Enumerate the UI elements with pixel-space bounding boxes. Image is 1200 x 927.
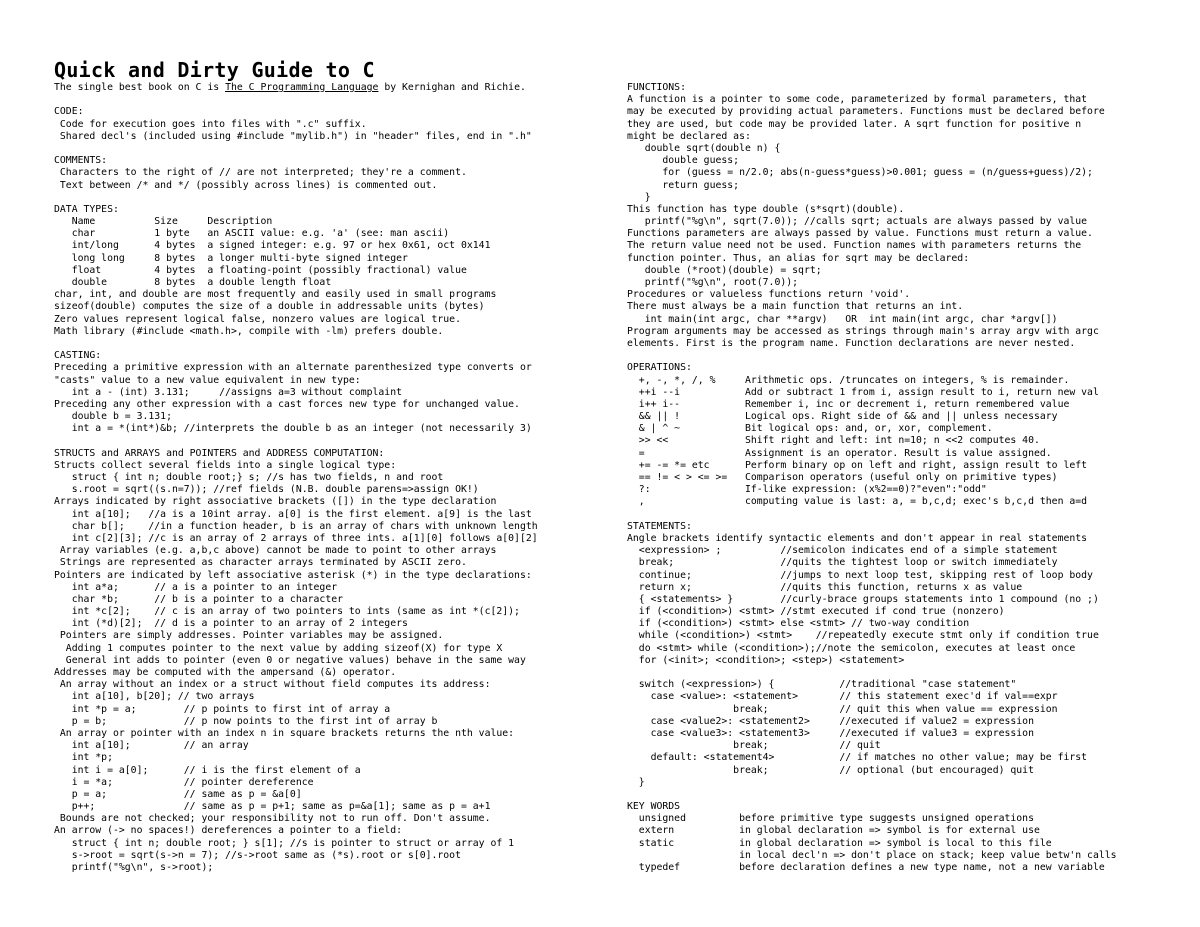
text-line: s.root = sqrt((s.n=7)); //ref fields (N.B. double parens=>assign OK!) — [54, 484, 479, 496]
section-gap — [54, 192, 614, 204]
section-heading: FUNCTIONS: — [627, 82, 686, 93]
section-gap — [627, 789, 1195, 801]
intro-line — [54, 82, 614, 94]
section-structs-arrays-pointers — [54, 448, 614, 875]
text-line: s->root = sqrt(s->n = 7); //s->root same as (*s).root or s[0].root — [54, 849, 461, 861]
text-line: int a[10], b[20]; // two arrays — [54, 691, 255, 703]
text-line: p++; // same as p = p+1; same as p=&a[1]; same as p = a+1 — [54, 801, 491, 813]
text-line: A function is a pointer to some code, parameterized by formal parameters, that — [627, 94, 1088, 106]
text-line: int/long 4 bytes a signed integer: e.g. 97 or hex 0x61, oct 0x141 — [54, 240, 491, 252]
text-line: == != < > <= >= Comparison operators (useful only on primitive types) — [627, 472, 1058, 483]
right-column — [627, 82, 1195, 874]
section-gap — [627, 509, 1195, 521]
text-line: if (<condition>) <stmt> //stmt executed if cond true (nonzero) — [627, 606, 1005, 618]
text-line: Shared decl's (included using #include "mylib.h") in "header" files, end in ".h" — [54, 130, 532, 142]
text-line: struct { int n; double root; } s[1]; //s is pointer to struct or array of 1 — [54, 837, 515, 849]
text-line: break; // quit — [627, 740, 881, 752]
section-heading: CASTING: — [54, 350, 102, 362]
text-line: if (<condition>) <stmt> else <stmt> // two-way condition — [627, 618, 970, 630]
text-line: double sqrt(double n) { — [627, 142, 781, 154]
text-line: Code for execution goes into files with ".c" suffix. — [54, 118, 367, 130]
text-line: printf("%g\n", sqrt(7.0)); //calls sqrt; actuals are always passed by value — [627, 216, 1088, 228]
section-gap — [627, 350, 1195, 362]
text-line: +, -, *, /, % Arithmetic ops. /truncates on integers, % is remainder. — [627, 374, 1070, 386]
text-line: int a*a; // a is a pointer to an integer — [54, 581, 338, 593]
text-line: Structs collect several fields into a single logical type: — [54, 459, 397, 471]
text-line: char 1 byte an ASCII value: e.g. 'a' (see: man ascii) — [54, 228, 450, 240]
text-line: There must always be a main function that returns an int. — [627, 301, 964, 313]
text-line: This function has type double (s*sqrt)(double). — [627, 203, 905, 215]
text-line: extern in global declaration => symbol is for external use — [627, 825, 1040, 837]
text-line: General int adds to pointer (even 0 or negative values) behave in the same way — [54, 654, 526, 666]
text-line: do <stmt> while (<condition>);//note the semicolon, executes at least once — [627, 642, 1076, 654]
text-line: i = *a; // pointer dereference — [54, 776, 314, 788]
section-functions — [627, 82, 1195, 350]
text-line: might be declared as: — [627, 130, 751, 142]
text-line: continue; //jumps to next loop test, skipping rest of loop body — [627, 569, 1093, 581]
text-line: break; // quit this when value == expression — [627, 703, 1058, 715]
text-line: char b[]; //in a function header, b is an array of chars with unknown length — [54, 520, 538, 532]
text-line: char, int, and double are most frequently and easily used in small programs — [54, 289, 497, 301]
text-line: case <value>: <statement> // this statement exec'd if val==expr — [627, 691, 1058, 703]
text-line: static in global declaration => symbol is local to this file — [627, 837, 1052, 849]
text-line: { <statements> } //curly-brace groups statements into 1 compound (no ;) — [627, 593, 1099, 605]
text-line: Preceding any other expression with a cast forces new type for unchanged value. — [54, 398, 520, 410]
text-line: float 4 bytes a floating-point (possibly fractional) value — [54, 264, 467, 276]
text-line: Pointers are indicated by left associative asterisk (*) in the type declarations: — [54, 569, 532, 581]
section-operations — [627, 362, 1195, 508]
text-line: Name Size Description — [54, 216, 273, 228]
text-line: int *p = a; // p points to first int of array a — [54, 703, 391, 715]
text-line: <expression> ; //semicolon indicates end of a simple statement — [627, 545, 1058, 557]
text-line: Characters to the right of // are not interpreted; they're a comment. — [54, 167, 467, 179]
text-line: The return value need not be used. Function names with parameters returns the — [627, 240, 1082, 252]
text-line: elements. First is the program name. Function declarations are never nested. — [627, 337, 1076, 349]
text-line: default: <statement4> // if matches no other value; may be first — [627, 752, 1088, 764]
section-gap — [54, 338, 614, 350]
text-line: while (<condition>) <stmt> //repeatedly execute stmt only if condition true — [627, 630, 1099, 642]
section-heading: KEY WORDS — [627, 801, 681, 813]
section-gap — [54, 143, 614, 155]
text-line: double guess; — [627, 155, 740, 167]
text-line: } — [627, 776, 645, 788]
text-line: p = a; // same as p = &a[0] — [54, 788, 302, 800]
section-heading: DATA TYPES: — [54, 203, 119, 215]
section-statements — [627, 521, 1195, 789]
text-line: Functions parameters are always passed by value. Functions must return a value. — [627, 228, 1093, 240]
text-line: typedef before declaration defines a new type name, not a new variable — [627, 862, 1105, 873]
text-line: , computing value is last: a, = b,c,d; exec's b,c,d then a=d — [627, 496, 1088, 508]
text-line: = Assignment is an operator. Result is value assigned. — [627, 447, 1052, 459]
page-title: Quick and Dirty Guide to C — [54, 58, 375, 82]
text-line: Zero values represent logical false, nonzero values are logical true. — [54, 313, 461, 325]
text-line: Pointers are simply addresses. Pointer variables may be assigned. — [54, 630, 444, 642]
text-line: >> << Shift right and left: int n=10; n <<2 computes 40. — [627, 435, 1040, 447]
section-key-words — [627, 801, 1195, 874]
text-line: sizeof(double) computes the size of a double in addressable units (bytes) — [54, 301, 485, 313]
text-line: p = b; // p now points to the first int of array b — [54, 715, 438, 727]
text-line: for (guess = n/2.0; abs(n-guess*guess)>0.001; guess = (n/guess+guess)/2); — [627, 167, 1093, 179]
text-line: Arrays indicated by right associative brackets ([]) in the type declaration — [54, 496, 497, 508]
text-line: may be executed by providing actual parameters. Functions must be declared before — [627, 106, 1105, 118]
text-line: Strings are represented as character arrays terminated by ASCII zero. — [54, 557, 467, 569]
text-line: break; // optional (but encouraged) quit — [627, 764, 1034, 776]
text-line: int a - (int) 3.131; //assigns a=3 without complaint — [54, 386, 402, 398]
text-line: ?: If-like expression: (x%2==0)?"even":"odd" — [627, 484, 987, 496]
text-line: return x; //quits this function, returns x as value — [627, 581, 1023, 593]
section-heading: COMMENTS: — [54, 155, 108, 167]
text-line: char *b; // b is a pointer to a character — [54, 593, 344, 605]
text-line: Array variables (e.g. a,b,c above) cannot be made to point to other arrays — [54, 545, 497, 557]
text-line: int a[10]; //a is a 10int array. a[0] is the first element. a[9] is the last — [54, 508, 532, 520]
text-line: int a = *(int*)&b; //interprets the double b as an integer (not necessarily 3) — [54, 423, 532, 435]
text-line: & | ^ ~ Bit logical ops: and, or, xor, complement. — [627, 423, 993, 435]
text-line: Text between /* and */ (possibly across lines) is commented out. — [54, 179, 438, 191]
text-line: case <value2>: <statement2> //executed if value2 = expression — [627, 715, 1034, 727]
intro-before: The single best book on C is — [54, 82, 226, 93]
text-line: double 8 bytes a double length float — [54, 277, 332, 288]
text-line: unsigned before primitive type suggests unsigned operations — [627, 813, 1034, 825]
text-line: return guess; — [627, 179, 740, 191]
text-line: && || ! Logical ops. Right side of && and || unless necessary — [627, 411, 1058, 423]
section-comments — [54, 155, 614, 192]
text-line: An arrow (-> no spaces!) dereferences a pointer to a field: — [54, 825, 402, 837]
text-line: printf("%g\n", s->root); — [54, 862, 214, 873]
text-line: Preceding a primitive expression with an alternate parenthesized type converts or — [54, 362, 532, 374]
text-line: Program arguments may be accessed as strings through main's array argv with argc — [627, 325, 1099, 337]
text-line: int main(int argc, char **argv) OR int main(int argc, char *argv[]) — [627, 313, 1058, 325]
text-line: Angle brackets identify syntactic elements and don't appear in real statements — [627, 532, 1088, 544]
text-line: int i = a[0]; // i is the first element of a — [54, 764, 361, 776]
text-line: int *p; — [54, 752, 113, 764]
left-column — [54, 82, 614, 874]
text-line: Bounds are not checked; your responsibility not to run off. Don't assume. — [54, 813, 491, 825]
text-line: for (<init>; <condition>; <step>) <statement> — [627, 654, 905, 666]
text-line: struct { int n; double root;} s; //s has two fields, n and root — [54, 472, 444, 483]
text-line: function pointer. Thus, an alias for sqrt may be declared: — [627, 252, 970, 264]
section-heading: OPERATIONS: — [627, 362, 692, 374]
text-line: long long 8 bytes a longer multi-byte signed integer — [54, 252, 408, 264]
text-line: ++i --i Add or subtract 1 from i, assign result to i, return new val — [627, 386, 1099, 398]
text-line: i++ i-- Remember i, inc or decrement i, return remembered value — [627, 398, 1070, 410]
intro-after: by Kernighan and Richie. — [378, 82, 526, 93]
text-line: break; //quits the tightest loop or switch immediately — [627, 557, 1058, 569]
text-line: in local decl'n => don't place on stack; keep value betw'n calls — [627, 849, 1117, 861]
section-heading: STRUCTS and ARRAYS and POINTERS and ADDRESS COMPUTATION: — [54, 447, 385, 459]
text-line: they are used, but code may be provided later. A sqrt function for positive n — [627, 118, 1082, 130]
text-line: int (*d)[2]; // d is a pointer to an array of 2 integers — [54, 618, 408, 630]
text-line: double b = 3.131; — [54, 411, 172, 423]
text-line: switch (<expression>) { //traditional "case statement" — [627, 679, 1017, 691]
section-heading: STATEMENTS: — [627, 520, 692, 532]
text-line: Math library (#include <math.h>, compile with -lm) prefers double. — [54, 325, 444, 337]
text-line: Addresses may be computed with the ampersand (&) operator. — [54, 667, 397, 678]
text-line: printf("%g\n", root(7.0)); — [627, 277, 799, 288]
text-line: Adding 1 computes pointer to the next value by adding sizeof(X) for type X — [54, 642, 503, 654]
text-line: An array or pointer with an index n in square brackets returns the nth value: — [54, 727, 515, 739]
text-line: "casts" value to a new value equivalent in new type: — [54, 374, 361, 386]
text-line: An array without an index or a struct without field computes its address: — [54, 679, 491, 691]
text-line: } — [627, 191, 651, 203]
section-casting — [54, 350, 614, 435]
section-gap — [54, 435, 614, 447]
text-line: int *c[2]; // c is an array of two pointers to ints (same as int *(c[2]); — [54, 606, 520, 618]
text-line — [627, 667, 1195, 679]
section-code — [54, 106, 614, 143]
text-line: Procedures or valueless functions return 'void'. — [627, 289, 911, 301]
text-line: += -= *= etc Perform binary op on left and right, assign result to left — [627, 459, 1088, 471]
section-gap — [54, 94, 614, 106]
section-data-types — [54, 204, 614, 338]
text-line: int a[10]; // an array — [54, 740, 249, 752]
text-line: case <value3>: <statement3> //executed if value3 = expression — [627, 727, 1034, 739]
text-line: int c[2][3]; //c is an array of 2 arrays of three ints. a[1][0] follows a[0][2] — [54, 532, 538, 544]
book-title: The C Programming Language — [225, 82, 379, 93]
text-line: double (*root)(double) = sqrt; — [627, 264, 822, 276]
section-heading: CODE: — [54, 106, 84, 118]
